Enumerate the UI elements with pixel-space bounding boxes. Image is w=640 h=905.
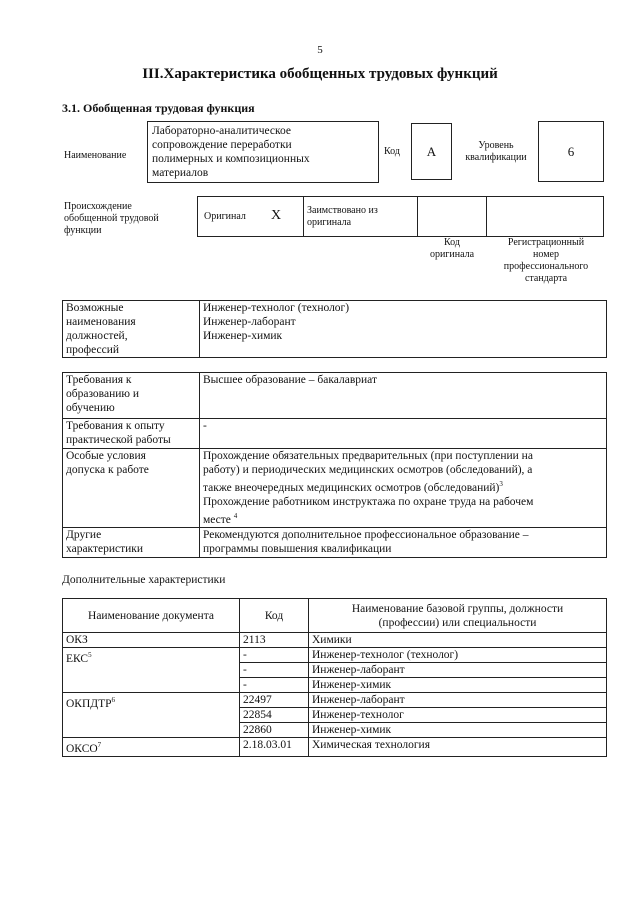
additional-table	[62, 598, 607, 757]
table-row	[63, 693, 607, 708]
name-cell: Инженер-лаборант	[309, 693, 607, 708]
caption-line: Код	[444, 237, 460, 248]
code-cell: -	[240, 663, 309, 678]
borrowed-label-line: оригинала	[307, 217, 352, 228]
label-line: Требования к опыту	[66, 420, 165, 432]
name-cell: Химическая технология	[309, 738, 607, 757]
label-line: обучению	[66, 402, 115, 414]
footnote-ref: 7	[97, 741, 102, 749]
other-line: программы повышения квалификации	[203, 542, 392, 555]
name-cell: Инженер-технолог	[309, 708, 607, 723]
original-cell	[197, 196, 304, 237]
registration-caption	[486, 237, 606, 285]
education-label	[63, 373, 200, 419]
origin-label-line: Происхождение	[64, 201, 132, 212]
level-label	[456, 140, 536, 164]
col-header-code: Код	[240, 599, 309, 633]
label-line: Требования к	[66, 374, 132, 386]
other-line: Рекомендуются дополнительное профессиональное образование –	[203, 528, 529, 541]
registration-number-cell	[486, 196, 604, 237]
doc-text: ЕКС	[66, 652, 89, 665]
level-value: 6	[538, 121, 604, 182]
code-cell: 22860	[240, 723, 309, 738]
footnote-ref: 5	[88, 651, 92, 659]
label-line: образованию и	[66, 388, 139, 400]
section-title: III.Характеристика обобщенных трудовых функций	[142, 66, 498, 82]
label-line: Другие	[66, 528, 102, 541]
positions-values	[200, 301, 607, 358]
requirements-table	[62, 372, 607, 558]
doc-cell: ОКЗ	[63, 633, 240, 648]
additional-title: Дополнительные характеристики	[62, 574, 226, 586]
col-header-name	[309, 599, 607, 633]
positions-table	[62, 300, 607, 358]
label-line: характеристики	[66, 542, 144, 555]
condition-text: также внеочередных медицинских осмотров (обследований)	[203, 481, 500, 494]
code-original-caption	[418, 237, 486, 261]
code-cell: -	[240, 678, 309, 693]
doc-cell	[63, 738, 240, 757]
doc-cell	[63, 693, 240, 738]
borrowed-cell	[303, 196, 418, 237]
function-name-line: полимерных и композиционных	[152, 153, 310, 165]
caption-line: профессионального	[503, 261, 589, 272]
positions-label	[63, 301, 200, 358]
condition-line	[203, 509, 603, 527]
code-cell: 2113	[240, 633, 309, 648]
condition-line: Прохождение обязательных предварительных (при поступлении на	[203, 450, 533, 462]
function-name-box	[147, 121, 379, 183]
original-code-cell	[417, 196, 487, 237]
condition-line: работу) и периодических медицинских осмотров (обследований), а	[203, 464, 533, 476]
code-cell: 2.18.03.01	[240, 738, 309, 757]
level-label-line: квалификации	[465, 152, 527, 163]
experience-label	[63, 419, 200, 449]
condition-line: Прохождение работником инструктажа по охране труда на рабочем	[203, 495, 534, 508]
education-value: Высшее образование – бакалавриат	[200, 373, 607, 419]
original-label: Оригинал	[204, 211, 246, 222]
table-row	[63, 633, 607, 648]
doc-text: ОКСО	[66, 742, 98, 755]
condition-line	[203, 477, 603, 495]
other-label	[63, 527, 200, 557]
origin-label-line: функции	[64, 225, 102, 236]
position-item: Инженер-лаборант	[203, 316, 296, 328]
col-header-document: Наименование документа	[63, 599, 240, 633]
name-cell: Инженер-технолог (технолог)	[309, 648, 607, 663]
function-name-line: Лабораторно-аналитическое	[152, 125, 291, 137]
original-mark: X	[271, 208, 282, 223]
special-conditions-value	[200, 449, 607, 528]
origin-label-line: обобщенной трудовой	[64, 213, 159, 224]
function-name-line: сопровождение переработки	[152, 139, 292, 151]
condition-text: месте	[203, 513, 234, 526]
code-value: А	[411, 123, 452, 180]
footnote-ref: 6	[111, 696, 116, 704]
name-cell: Инженер-лаборант	[309, 663, 607, 678]
code-cell: 22854	[240, 708, 309, 723]
borrowed-label-line: Заимствовано из	[307, 205, 378, 216]
positions-label-line: должностей,	[66, 330, 128, 342]
header-line: (профессии) или специальности	[378, 616, 537, 629]
positions-label-line: профессий	[66, 344, 120, 356]
name-cell: Инженер-химик	[309, 723, 607, 738]
doc-cell	[63, 648, 240, 693]
footnote-ref: 3	[499, 480, 503, 488]
position-item: Инженер-химик	[203, 330, 283, 342]
origin-label	[64, 201, 159, 237]
name-cell: Химики	[309, 633, 607, 648]
name-cell: Инженер-химик	[309, 678, 607, 693]
special-conditions-label	[63, 449, 200, 528]
header-line: Наименование базовой группы, должности	[351, 602, 564, 615]
code-label: Код	[384, 146, 400, 157]
code-cell: -	[240, 648, 309, 663]
code-cell: 22497	[240, 693, 309, 708]
name-label: Наименование	[64, 150, 127, 161]
other-value	[200, 527, 607, 557]
level-label-line: Уровень	[478, 140, 514, 151]
label-line: допуска к работе	[66, 464, 149, 476]
page-number: 5	[317, 44, 323, 56]
caption-line: номер	[533, 249, 559, 260]
label-line: практической работы	[66, 434, 171, 446]
caption-line: стандарта	[524, 273, 568, 284]
caption-line: оригинала	[429, 249, 475, 260]
footnote-ref: 4	[233, 511, 238, 520]
function-name-line: материалов	[152, 167, 209, 179]
doc-text: ОКПДТР	[66, 697, 112, 710]
table-row	[63, 648, 607, 663]
label-line: Особые условия	[66, 450, 146, 462]
position-item: Инженер-технолог (технолог)	[203, 302, 350, 314]
table-row	[63, 738, 607, 757]
positions-label-line: наименования	[66, 316, 136, 328]
positions-label-line: Возможные	[66, 302, 124, 314]
experience-value: -	[200, 419, 607, 449]
subsection-title: 3.1. Обобщенная трудовая функция	[62, 101, 255, 115]
caption-line: Регистрационный	[507, 237, 585, 248]
